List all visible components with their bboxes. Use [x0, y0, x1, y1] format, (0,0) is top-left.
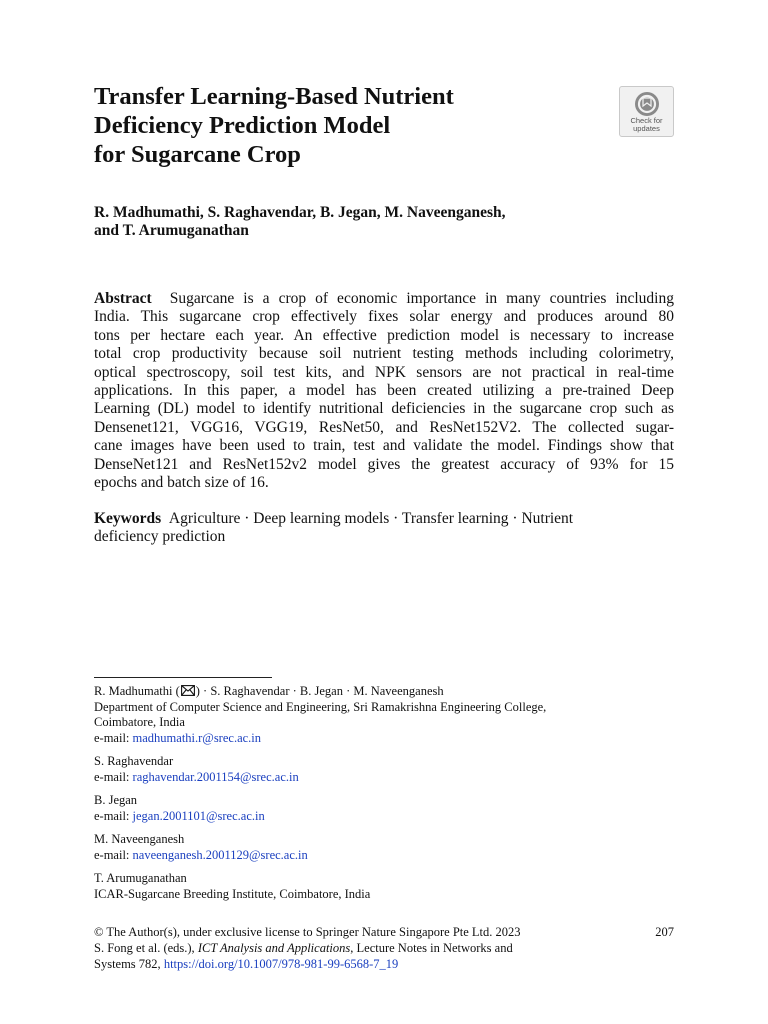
book-title: ICT Analysis and Applications [197, 941, 351, 955]
check-for-updates-badge[interactable] [619, 86, 674, 137]
affiliation-group [94, 871, 674, 902]
abstract-line: total crop productivity because soil nutrient testing methods including colorimetry, [94, 345, 674, 363]
editors-text: S. Fong et al. (eds.), [94, 941, 198, 955]
keywords-text: Agriculture · Deep learning models · Transfer learning · Nutrient [168, 510, 574, 527]
badge-text-line1: Check for [630, 116, 663, 125]
affiliation-text: R. Madhumathi ( [94, 684, 180, 698]
abstract-line: Densenet121, VGG16, VGG19, ResNet50, and ResNet152V2. The collected sugar- [94, 418, 674, 436]
affiliations [94, 684, 674, 910]
abstract-line: epochs and batch size of 16. [94, 474, 269, 492]
affiliation-email-line [94, 809, 674, 825]
abstract-line: India. This sugarcane crop effectively fixes solar energy and produces around 80 [94, 308, 674, 326]
author-list [94, 204, 694, 240]
title-line: for Sugarcane Crop [94, 141, 301, 168]
affiliation-email-line [94, 770, 674, 786]
affiliation-email-line [94, 731, 674, 747]
abstract-line: tons per hectare each year. An effective prediction model is necessary to increase [94, 326, 674, 344]
footnote-divider [94, 677, 272, 678]
affiliation-group [94, 684, 674, 746]
email-link[interactable]: jegan.2001101@srec.ac.in [132, 808, 265, 823]
abstract-line: optical spectroscopy, soil test kits, and NPK sensors are not practical in real-time [94, 363, 674, 381]
affiliation-group [94, 832, 674, 863]
affiliation-group [94, 793, 674, 824]
author-line: and T. Arumuganathan [94, 222, 249, 239]
check-for-updates-icon [634, 91, 660, 117]
affiliation-name: S. Raghavendar [94, 754, 174, 768]
email-label: e-mail: [94, 808, 133, 823]
keywords-section [94, 510, 674, 547]
page-number: 207 [655, 925, 674, 939]
envelope-icon[interactable] [181, 685, 195, 696]
abstract-line-0 [94, 290, 674, 308]
citation-line [94, 956, 674, 972]
email-link[interactable]: madhumathi.r@srec.ac.in [132, 730, 262, 745]
email-link[interactable]: raghavendar.2001154@srec.ac.in [132, 769, 299, 784]
abstract-text: Sugarcane is a crop of economic importance in many countries including [169, 290, 674, 307]
affiliation-name: B. Jegan [94, 793, 138, 807]
email-label: e-mail: [94, 769, 133, 784]
title-line: Deficiency Prediction Model [94, 112, 391, 139]
affiliation-text: ) · S. Raghavendar · B. Jegan · M. Naveenganesh [195, 684, 444, 698]
series-text: , Lecture Notes in Networks and [350, 941, 513, 955]
author-line: R. Madhumathi, S. Raghavendar, B. Jegan, M. Naveenganesh, [94, 204, 506, 221]
paper-title [94, 82, 594, 169]
abstract-line: DenseNet121 and ResNet152v2 model gives the greatest accuracy of 93% for 15 [94, 455, 674, 473]
affiliation-name: M. Naveenganesh [94, 832, 185, 846]
doi-link[interactable]: https://doi.org/10.1007/978-981-99-6568-7_19 [163, 957, 399, 971]
keywords-label: Keywords [94, 510, 162, 527]
affiliation-group [94, 754, 674, 785]
email-label: e-mail: [94, 847, 133, 862]
citation-line [94, 940, 674, 956]
abstract-section [94, 290, 674, 492]
badge-text-line2: updates [633, 124, 660, 133]
keywords-line: deficiency prediction [94, 528, 226, 546]
series-text: Systems 782, [94, 957, 164, 971]
abstract-line: cane images have been used to train, test and validate the model. Findings show that [94, 437, 674, 455]
affiliation-city: Coimbatore, India [94, 715, 185, 729]
affiliation-email-line [94, 848, 674, 864]
email-label: e-mail: [94, 730, 133, 745]
keywords-line-0 [94, 510, 674, 528]
email-link[interactable]: naveenganesh.2001129@srec.ac.in [132, 847, 308, 862]
abstract-label: Abstract [94, 290, 152, 307]
title-line: Transfer Learning-Based Nutrient [94, 83, 454, 110]
affiliation-dept: Department of Computer Science and Engineering, Sri Ramakrishna Engineering College, [94, 699, 547, 714]
abstract-line: Learning (DL) model to identify nutritional deficiencies in the sugarcane crop such as [94, 400, 674, 418]
affiliation-institute: ICAR-Sugarcane Breeding Institute, Coimbatore, India [94, 886, 371, 901]
abstract-line: applications. In this paper, a model has been created utilizing a pre-trained Deep [94, 382, 674, 400]
copyright-line: © The Author(s), under exclusive license to Springer Nature Singapore Pte Ltd. 2023 [94, 925, 521, 939]
page-footer [94, 924, 674, 972]
affiliation-authors-line [94, 684, 674, 700]
affiliation-name: T. Arumuganathan [94, 871, 187, 885]
